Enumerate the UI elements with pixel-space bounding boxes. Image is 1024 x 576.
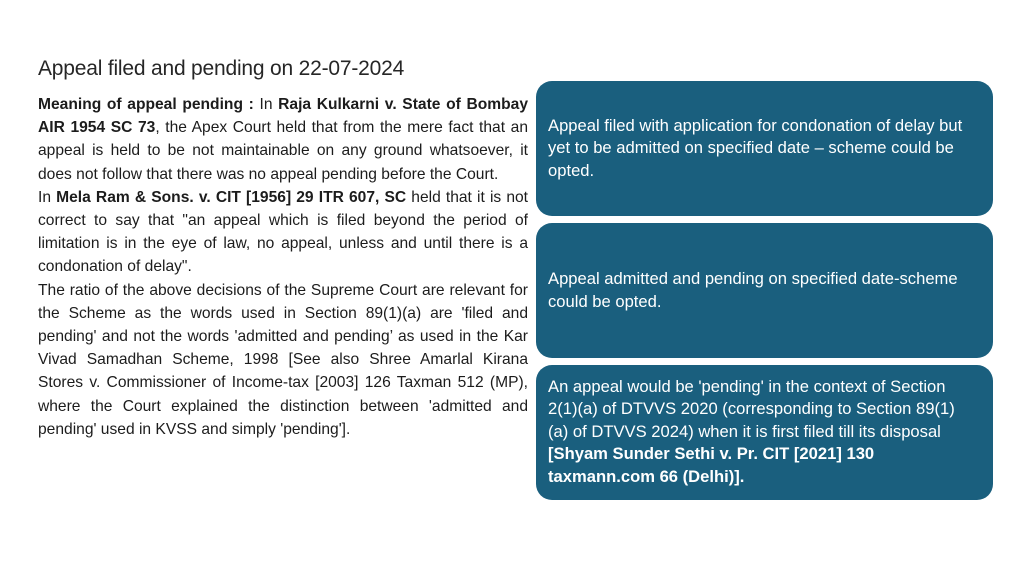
text-run: held that it is not correct to say that "an appeal which is filed beyond the period of limitation is in the eye of law, no appeal, unless and until there is a condonation of delay".	[38, 188, 529, 276]
case-citation: Raja Kulkarni v. State of Bombay AIR 1954 SC 73	[38, 96, 529, 137]
case-citation: [Shyam Sunder Sethi v. Pr. CIT [2021] 130 taxmann.com 66 (Delhi)].	[548, 444, 875, 486]
card-text: Appeal admitted and pending on specified date-scheme could be opted.	[548, 269, 958, 311]
paragraph-appeal-pending-meaning	[38, 93, 528, 186]
paragraph-mela-ram	[38, 186, 528, 279]
text-run: In	[38, 188, 57, 206]
card-text: Appeal filed with application for condonation of delay but yet to be admitted on specified date – scheme could be opted.	[548, 116, 963, 180]
card-text-block	[548, 376, 975, 488]
card-text: An appeal would be 'pending' in the context of Section 2(1)(a) of DTVVS 2020 (corresponding to Section 89(1)(a) of DTVVS 2024) when it is first filed till its disposal	[548, 377, 955, 441]
explanation-text	[38, 93, 528, 441]
case-citation: Mela Ram & Sons. v. CIT [1956] 29 ITR 607, SC	[56, 188, 407, 206]
info-card-pending-meaning	[536, 365, 993, 500]
page-title: Appeal filed and pending on 22-07-2024	[38, 57, 405, 80]
info-card-admitted	[536, 223, 993, 358]
info-card-condonation	[536, 81, 993, 216]
lead-heading: Meaning of appeal pending :	[38, 96, 254, 113]
text-run: , the Apex Court held that from the mere fact that an appeal is held to be not maintainable on any ground whatsoever, it does not follow that there was no appeal pending before the Court.	[38, 119, 528, 183]
paragraph-ratio: The ratio of the above decisions of the Supreme Court are relevant for the Scheme as the words used in Section 89(1)(a) are 'filed and pending' and not the words 'admitted and pending’ as used in the Kar Vivad Samadhan Scheme, 1998 [See also Shree Amarlal Kirana Stores v. Commissioner of Income-tax [2003] 126 Taxman 512 (MP), where the Court explained the distinction between 'admitted and pending' used in KVSS and simply 'pending'].	[38, 281, 528, 438]
text-run: In	[253, 96, 279, 113]
